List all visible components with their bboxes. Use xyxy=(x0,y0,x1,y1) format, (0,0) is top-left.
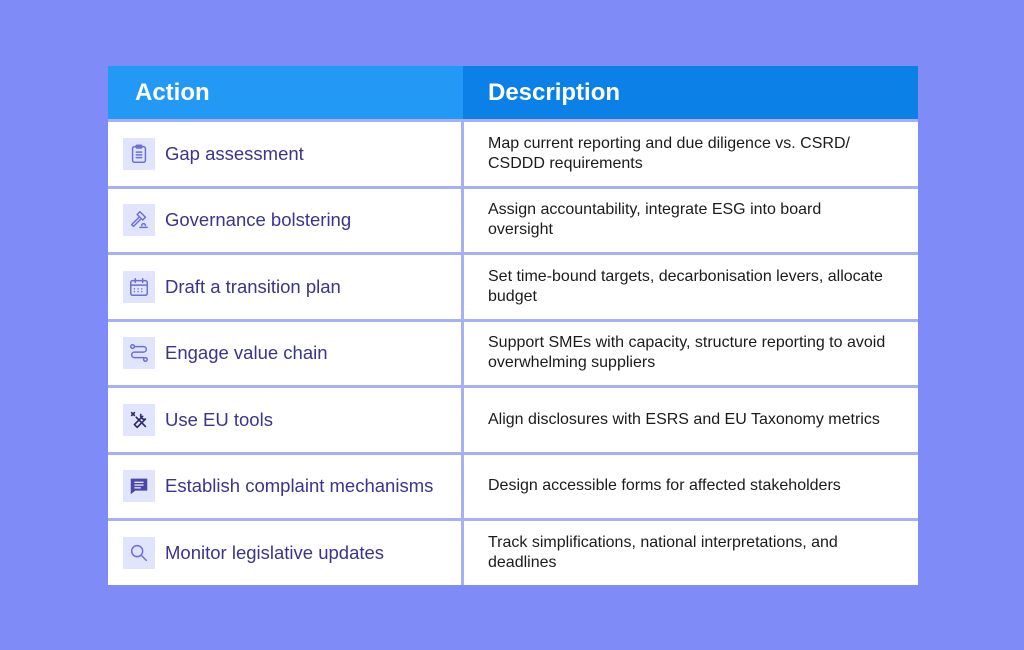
route-icon xyxy=(123,337,155,369)
action-label: Establish complaint mechanisms xyxy=(165,475,434,497)
action-label: Use EU tools xyxy=(165,408,273,430)
actions-table xyxy=(108,66,918,585)
action-cell xyxy=(108,255,461,319)
description-cell: Design accessible forms for affected stakeholders xyxy=(464,455,918,519)
action-label: Governance bolstering xyxy=(165,209,352,231)
table-row xyxy=(108,255,918,319)
table-row xyxy=(108,322,918,386)
action-cell xyxy=(108,388,461,452)
header-action: Action xyxy=(108,66,463,119)
table-row xyxy=(108,189,918,253)
table-row xyxy=(108,122,918,186)
action-cell xyxy=(108,455,461,519)
tools-icon xyxy=(123,404,155,436)
description-cell: Track simplifications, national interpretations, and deadlines xyxy=(464,521,918,585)
gavel-icon xyxy=(123,204,155,236)
table-header xyxy=(108,66,918,119)
header-description: Description xyxy=(463,66,918,119)
action-cell xyxy=(108,521,461,585)
calendar-icon xyxy=(123,271,155,303)
description-cell: Set time-bound targets, decarbonisation levers, allocate budget xyxy=(464,255,918,319)
search-icon xyxy=(123,537,155,569)
table-row xyxy=(108,388,918,452)
table-row xyxy=(108,521,918,585)
description-cell: Support SMEs with capacity, structure reporting to avoid overwhelming suppliers xyxy=(464,322,918,386)
action-label: Engage value chain xyxy=(165,342,328,364)
table-row xyxy=(108,455,918,519)
description-cell: Map current reporting and due diligence vs. CSRD/ CSDDD requirements xyxy=(464,122,918,186)
action-label: Gap assessment xyxy=(165,142,304,164)
action-cell xyxy=(108,322,461,386)
action-cell xyxy=(108,122,461,186)
action-label: Draft a transition plan xyxy=(165,275,341,297)
message-icon xyxy=(123,470,155,502)
clipboard-icon xyxy=(123,138,155,170)
action-cell xyxy=(108,189,461,253)
description-cell: Align disclosures with ESRS and EU Taxonomy metrics xyxy=(464,388,918,452)
action-label: Monitor legislative updates xyxy=(165,541,385,563)
description-cell: Assign accountability, integrate ESG into board oversight xyxy=(464,189,918,253)
